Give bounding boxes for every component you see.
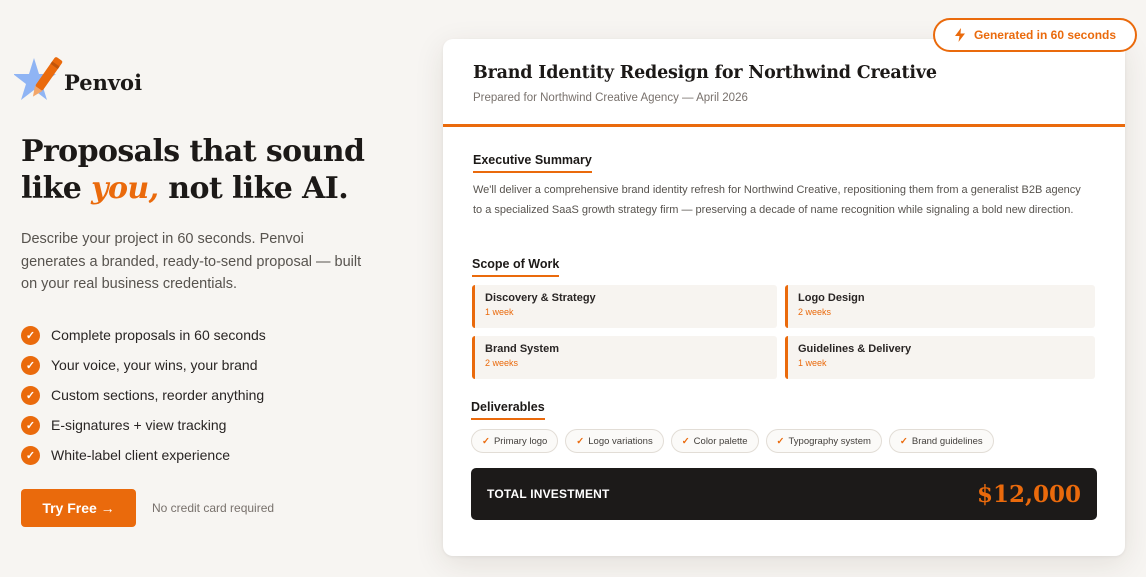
deliverable-chip (565, 429, 663, 453)
scope-item (472, 336, 777, 379)
deliverable-label: Brand guidelines (911, 435, 983, 447)
check-icon: ✓ (21, 386, 40, 405)
scope-name: Discovery & Strategy (485, 292, 596, 304)
scope-duration: 1 week (485, 307, 514, 317)
scope-item (785, 336, 1095, 379)
cta-note: No credit card required (152, 501, 275, 515)
check-icon: ✓ (899, 435, 908, 447)
scope-name: Guidelines & Delivery (798, 343, 912, 355)
deliverables-heading: Deliverables (471, 400, 545, 420)
deliverable-chip (671, 429, 759, 453)
deliverable-label: Logo variations (588, 435, 653, 447)
proposal-subtitle: Prepared for Northwind Creative Agency — April 2026 (473, 92, 748, 104)
total-value: $12,000 (976, 480, 1081, 508)
proposal-title: Brand Identity Redesign for Northwind Creative (473, 63, 937, 83)
feature-label: White-label client experience (51, 447, 230, 463)
try-free-button[interactable]: Try Free → (21, 489, 136, 527)
total-investment-bar (471, 468, 1097, 520)
scope-item (472, 285, 777, 328)
check-icon: ✓ (21, 446, 40, 465)
scope-duration: 1 week (798, 358, 827, 368)
hero-headline (21, 133, 421, 207)
scope-name: Logo Design (798, 292, 865, 304)
deliverable-chip (766, 429, 882, 453)
feature-list (21, 320, 266, 470)
brand-logo[interactable] (14, 52, 142, 108)
deliverable-chip (471, 429, 558, 453)
check-icon: ✓ (776, 435, 785, 447)
check-icon: ✓ (21, 416, 40, 435)
deliverables-list (471, 429, 994, 453)
check-icon: ✓ (21, 326, 40, 345)
scope-duration: 2 weeks (485, 358, 519, 368)
feature-item (21, 350, 266, 380)
scope-item (785, 285, 1095, 328)
deliverable-label: Primary logo (493, 435, 548, 447)
deliverable-chip (889, 429, 994, 453)
feature-label: E-signatures + view tracking (51, 417, 227, 433)
scope-duration: 2 weeks (798, 307, 832, 317)
feature-label: Custom sections, reorder anything (51, 387, 265, 403)
scope-name: Brand System (485, 343, 559, 355)
proposal-preview-card (443, 39, 1125, 556)
feature-item (21, 440, 266, 470)
check-icon: ✓ (482, 435, 490, 447)
feature-item (21, 320, 266, 350)
hero-description: Describe your project in 60 seconds. Penvoi generates a branded, ready-to-send proposal — built on your real business credentials. (21, 231, 362, 292)
exec-summary-body: We'll deliver a comprehensive brand identity refresh for Northwind Creative, repositioning them from a generalist B2B agency to a specialized SaaS growth strategy firm — preserving a decade of name recognition while signaling a bold new direction. (473, 184, 1081, 216)
check-icon: ✓ (681, 435, 690, 447)
scope-heading: Scope of Work (472, 257, 559, 277)
header-divider (443, 124, 1125, 127)
generated-badge (933, 18, 1137, 52)
headline-text: Proposals that sound like (21, 134, 365, 206)
cta-row (21, 489, 274, 527)
brand-name: Penvoi (64, 69, 143, 95)
exec-summary-heading: Executive Summary (473, 153, 592, 173)
deliverable-label: Typography system (788, 435, 871, 447)
feature-label: Your voice, your wins, your brand (51, 357, 258, 373)
check-icon: ✓ (21, 356, 40, 375)
lightning-bolt-icon (954, 28, 966, 42)
total-label: TOTAL INVESTMENT (487, 487, 610, 501)
feature-label: Complete proposals in 60 seconds (51, 327, 266, 343)
headline-accent: you, (91, 171, 159, 206)
headline-text-end: not like AI. (158, 171, 349, 206)
feature-item (21, 380, 266, 410)
feature-item (21, 410, 266, 440)
pen-star-icon (14, 52, 66, 108)
scope-grid (472, 285, 1097, 379)
deliverable-label: Color palette (693, 435, 748, 447)
badge-label: Generated in 60 seconds (973, 28, 1117, 42)
check-icon: ✓ (576, 435, 585, 447)
